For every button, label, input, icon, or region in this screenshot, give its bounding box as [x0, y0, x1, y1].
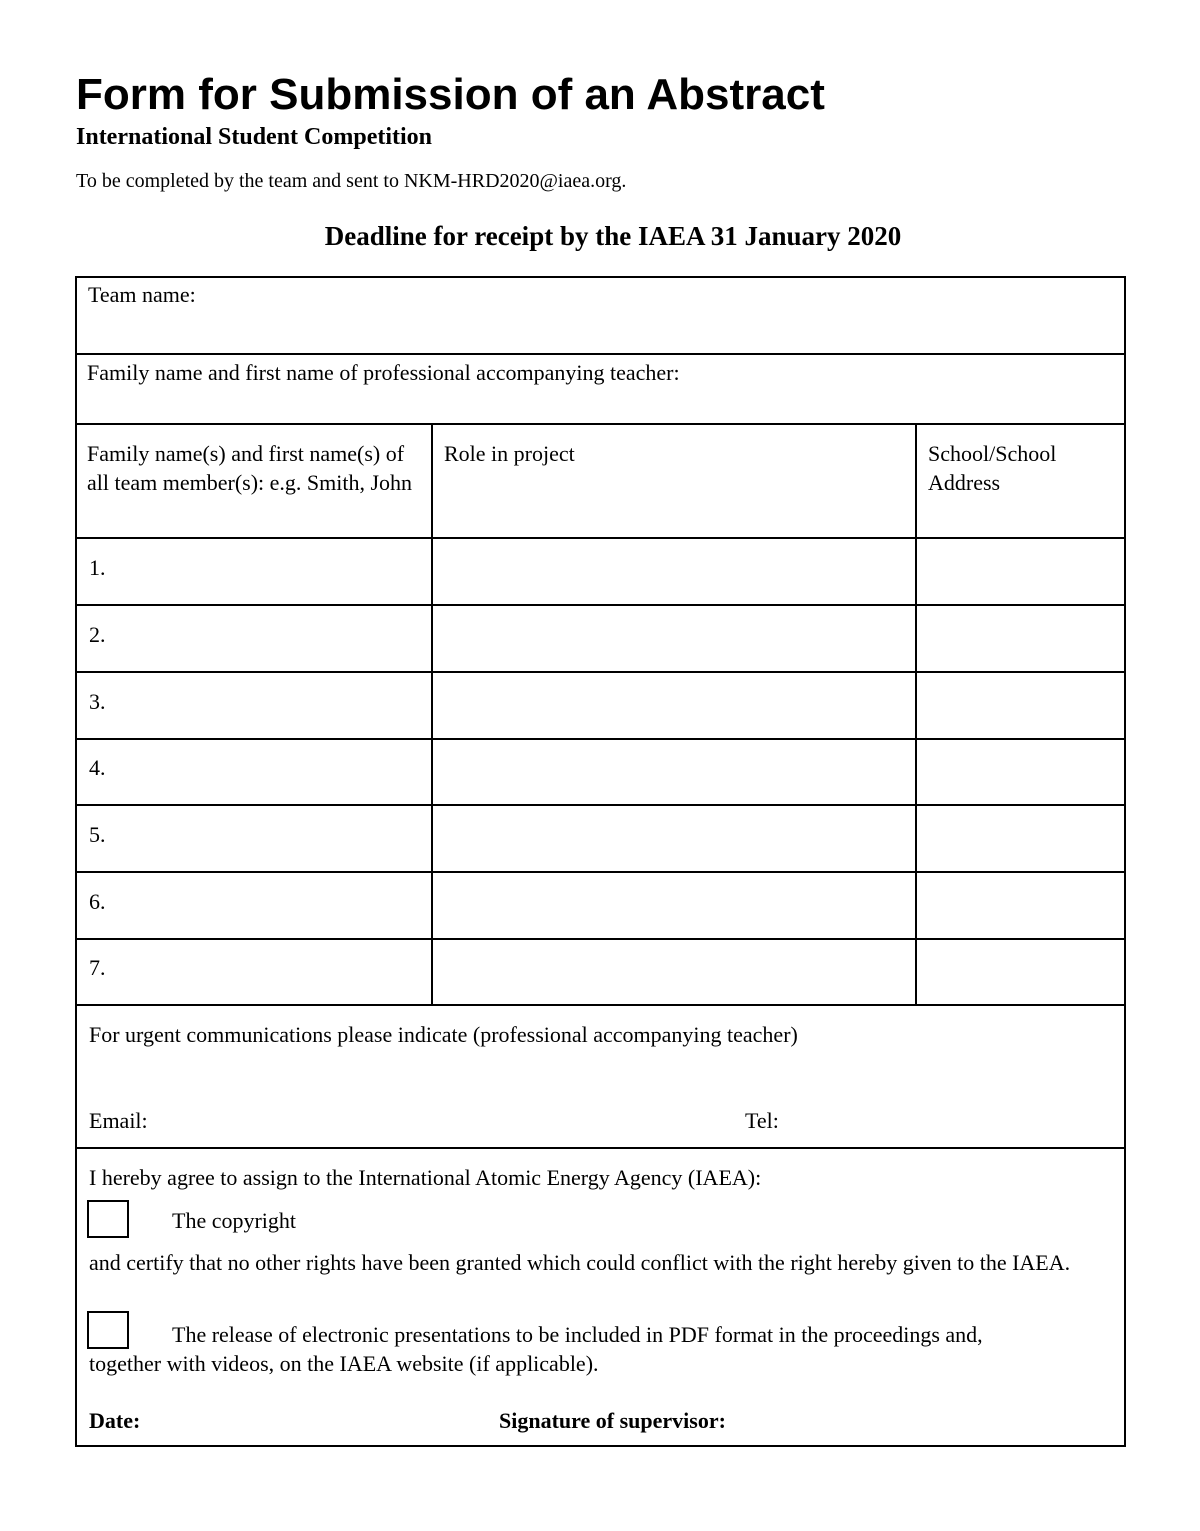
members-column-header: Family name(s) and first name(s) of all team member(s): e.g. Smith, John	[87, 441, 413, 495]
member-name-field[interactable]	[117, 607, 429, 669]
column-divider	[431, 424, 433, 1004]
release-checkbox[interactable]	[87, 1311, 129, 1349]
member-row-number: 2.	[89, 622, 106, 647]
member-role-field[interactable]	[435, 807, 913, 869]
member-role-field[interactable]	[435, 540, 913, 602]
email-label: Email:	[89, 1108, 148, 1133]
member-role-field[interactable]	[435, 741, 913, 803]
deadline-notice: Deadline for receipt by the IAEA 31 January 2020	[324, 221, 902, 251]
role-column-header: Role in project	[444, 441, 575, 466]
divider	[77, 938, 1124, 940]
member-school-field[interactable]	[919, 540, 1124, 602]
certify-text: and certify that no other rights have been granted which could conflict with the right hereby given to the IAEA.	[89, 1250, 1071, 1275]
divider	[77, 1147, 1124, 1149]
member-row-number: 3.	[89, 689, 106, 714]
divider	[77, 353, 1124, 355]
teacher-name-label: Family name and first name of professional accompanying teacher:	[87, 360, 680, 385]
member-row-number: 6.	[89, 889, 106, 914]
teacher-name-field[interactable]	[77, 388, 1124, 422]
team-name-label: Team name:	[88, 282, 196, 307]
copyright-option-label: The copyright	[172, 1208, 297, 1233]
team-name-field[interactable]	[77, 310, 1124, 352]
member-name-field[interactable]	[117, 941, 429, 1003]
member-row-number: 4.	[89, 755, 106, 780]
date-label: Date:	[89, 1408, 141, 1433]
member-school-field[interactable]	[919, 807, 1124, 869]
column-divider	[915, 424, 917, 1004]
member-row-number: 7.	[89, 955, 106, 980]
tel-field[interactable]	[793, 1096, 1113, 1136]
signature-label: Signature of supervisor:	[499, 1408, 726, 1433]
member-row-number: 5.	[89, 822, 106, 847]
member-school-field[interactable]	[919, 607, 1124, 669]
member-name-field[interactable]	[117, 674, 429, 736]
release-option-label: The release of electronic presentations to be included in PDF format in the proceedings and,	[172, 1322, 983, 1347]
member-school-field[interactable]	[919, 674, 1124, 736]
member-name-field[interactable]	[117, 540, 429, 602]
divider	[77, 671, 1124, 673]
divider	[77, 804, 1124, 806]
submission-form	[75, 276, 1126, 1447]
school-column-header: School/School Address	[928, 441, 1057, 495]
divider	[77, 871, 1124, 873]
member-school-field[interactable]	[919, 741, 1124, 803]
copyright-checkbox[interactable]	[87, 1200, 129, 1238]
divider	[77, 1004, 1124, 1006]
member-school-field[interactable]	[919, 941, 1124, 1003]
date-field[interactable]	[157, 1398, 477, 1438]
divider	[77, 738, 1124, 740]
page-title: Form for Submission of an Abstract	[76, 70, 825, 119]
divider	[77, 423, 1124, 425]
divider	[77, 537, 1124, 539]
tel-label: Tel:	[745, 1108, 779, 1133]
member-name-field[interactable]	[117, 807, 429, 869]
member-row-number: 1.	[89, 555, 106, 580]
page-subtitle: International Student Competition	[76, 124, 433, 150]
member-role-field[interactable]	[435, 941, 913, 1003]
member-role-field[interactable]	[435, 607, 913, 669]
member-school-field[interactable]	[919, 874, 1124, 936]
divider	[77, 604, 1124, 606]
submission-instructions: To be completed by the team and sent to NKM-HRD2020@iaea.org.	[76, 170, 627, 192]
member-name-field[interactable]	[117, 741, 429, 803]
member-name-field[interactable]	[117, 874, 429, 936]
release-option-label-continued: together with videos, on the IAEA website (if applicable).	[89, 1351, 599, 1376]
signature-field[interactable]	[767, 1398, 1117, 1438]
member-role-field[interactable]	[435, 674, 913, 736]
email-field[interactable]	[167, 1096, 727, 1136]
member-role-field[interactable]	[435, 874, 913, 936]
urgent-communications-label: For urgent communications please indicate (professional accompanying teacher)	[89, 1022, 798, 1047]
agreement-intro: I hereby agree to assign to the International Atomic Energy Agency (IAEA):	[89, 1165, 762, 1190]
